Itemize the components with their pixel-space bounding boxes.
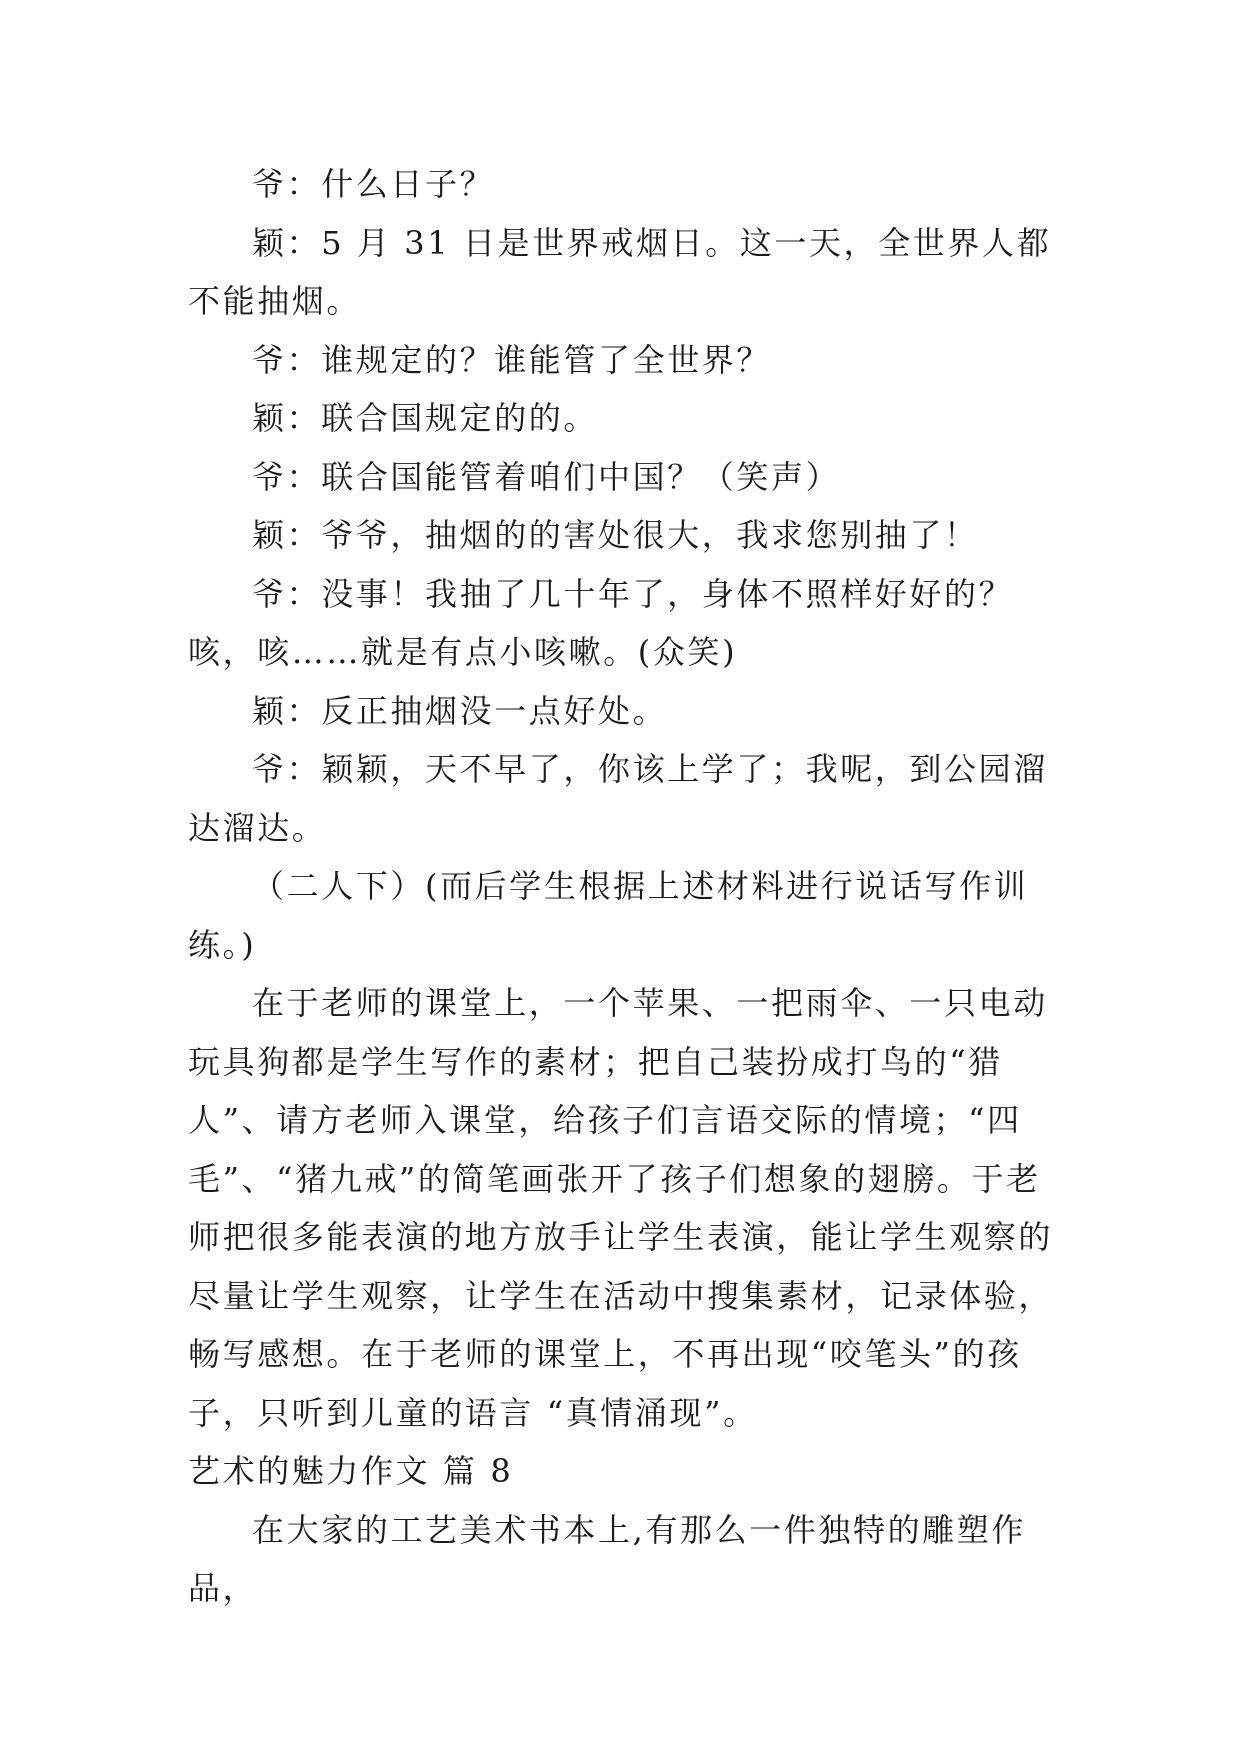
paragraph: 在于老师的课堂上，一个苹果、一把雨伞、一只电动玩具狗都是学生写作的素材；把自己装扮成打鸟的“猎人”、请方老师入课堂，给孩子们言语交际的情境；“四毛”、“猪九戒”的简笔画张开了孩子们想象的翅膀。于老师把很多能表演的地方放手让学生表演，能让学生观察的尽量让学生观察，让学生在活动中搜集素材，记录体验，畅写感想。在于老师的课堂上，不再出现“咬笔头”的孩子，只听到儿童的语言 “真情涌现”。 xyxy=(188,984,1054,1432)
paragraph: 颖：联合国规定的的。 xyxy=(252,399,599,437)
paragraph: 颖：5 月 31 日是世界戒烟日。这一天，全世界人都不能抽烟。 xyxy=(188,223,1052,320)
paragraph: 颖：爷爷，抽烟的的害处很大，我求您别抽了！ xyxy=(252,516,979,554)
paragraph: 颖：反正抽烟没一点好处。 xyxy=(252,691,668,730)
section-heading: 艺术的魅力作文 篇 8 xyxy=(188,1452,514,1490)
paragraph: 爷：什么日子？ xyxy=(252,165,495,203)
paragraph: 爷：联合国能管着咱们中国？（笑声） xyxy=(252,457,841,496)
paragraph: （二人下）(而后学生根据上述材料进行说话写作训练。) xyxy=(188,867,1029,964)
paragraph: 爷：没事！我抽了几十年了，身体不照样好好的？咳，咳……就是有点小咳嗽。(众笑) xyxy=(188,574,1014,671)
paragraph: 爷：谁规定的？谁能管了全世界？ xyxy=(252,340,772,379)
paragraph: 爷：颖颖，天不早了，你该上学了；我呢，到公园溜达溜达。 xyxy=(188,750,1048,847)
paragraph: 在大家的工艺美术书本上,有那么一件独特的雕塑作品， xyxy=(188,1510,1026,1607)
document-body xyxy=(188,155,1053,1618)
